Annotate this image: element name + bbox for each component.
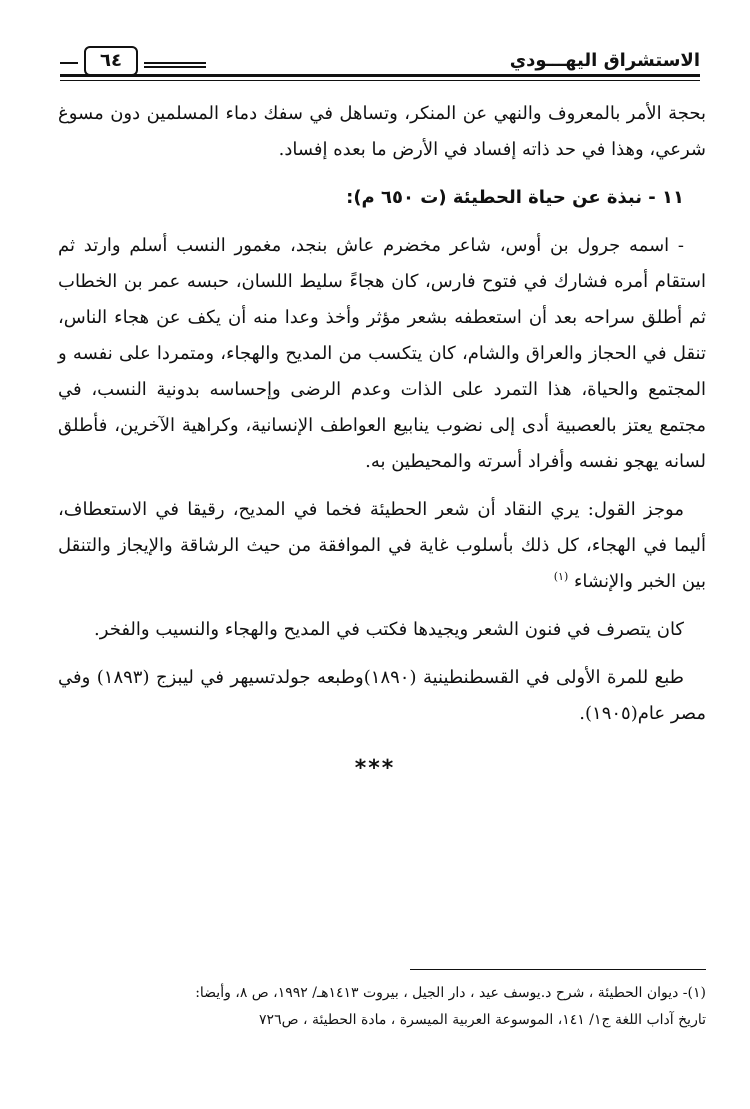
bio-paragraph: - اسمه جرول بن أوس، شاعر مخضرم عاش بنجد، مغمور النسب أسلم وارتد ثم استقام أمره فشارك في فتوح فارس، كان هجاءً سليط اللسان، حبسه عمر بن الخطاب ثم أطلق سراحه بعد أن استعطفه بشعر مؤثر وأخذ وعدا منه أن يكف عن هجاء الناس، تنقل في الحجاز والعراق والشام، كان يتكسب من المديح والهجاء، ومتمردا على نفسه و المجتمع والحياة، هذا التمرد على الذات وعدم الرضى وإحساسه بدونية النسب، في مجتمع يعتز بالعصبية أدى إلى نضوب ينابيع العواطف الإنسانية، وكراهية الآخرين، فأطلق لسانه يهجو نفسه وأفراد أسرته والمحيطين به. <box>58 235 707 472</box>
summary-paragraph <box>58 492 706 600</box>
footnote <box>58 980 706 1034</box>
footnote-rule <box>410 969 706 970</box>
header-ornament-line <box>144 66 206 68</box>
header-ornament-line <box>60 62 78 64</box>
section-heading: ١١ - نبذة عن حياة الحطيئة (ت ٦٥٠ م): <box>346 187 684 208</box>
page-number: ٦٤ <box>84 46 138 76</box>
arts-paragraph: كان يتصرف في فنون الشعر ويجيدها فكتب في المديح والهجاء والنسيب والفخر. <box>94 619 684 640</box>
page-body <box>58 96 706 744</box>
header-rule-thin <box>60 80 700 81</box>
print-paragraph: طبع للمرة الأولى في القسطنطينية (١٨٩٠)وطبعه جولدتسيهر في ليبزج (١٨٩٣) وفي مصر عام(١٩٠٥). <box>58 667 706 724</box>
summary-text: موجز القول: يري النقاد أن شعر الحطيئة فخما في المديح، رقيقا في الاستعطاف، أليما في الهجاء، كل ذلك بأسلوب غاية في الموافقة من حيث الرشاقة والإيجاز والتنقل بين الخبر والإنشاء <box>58 499 706 592</box>
intro-paragraph: بحجة الأمر بالمعروف والنهي عن المنكر، وتساهل في سفك دماء المسلمين دون مسوغ شرعي، وهذا في حد ذاته إفساد في الأرض ما بعده إفساد. <box>58 103 706 160</box>
header-ornament-line <box>144 62 206 64</box>
page-header <box>60 44 700 86</box>
section-separator: *** <box>354 756 396 781</box>
footnote-line: تاريخ آداب اللغة ج١/ ١٤١، الموسوعة العربية الميسرة ، مادة الحطيئة ، ص٧٢٦ <box>259 1012 706 1028</box>
running-title: الاستشراق اليهـــودي <box>509 50 700 71</box>
footnote-line: (١)- ديوان الحطيئة ، شرح د.يوسف عيد ، دار الجيل ، بيروت ١٤١٣هـ/ ١٩٩٢، ص ٨، وأيضا: <box>195 985 706 1001</box>
footnote-marker: (١) <box>553 570 569 583</box>
header-rule <box>60 74 700 77</box>
